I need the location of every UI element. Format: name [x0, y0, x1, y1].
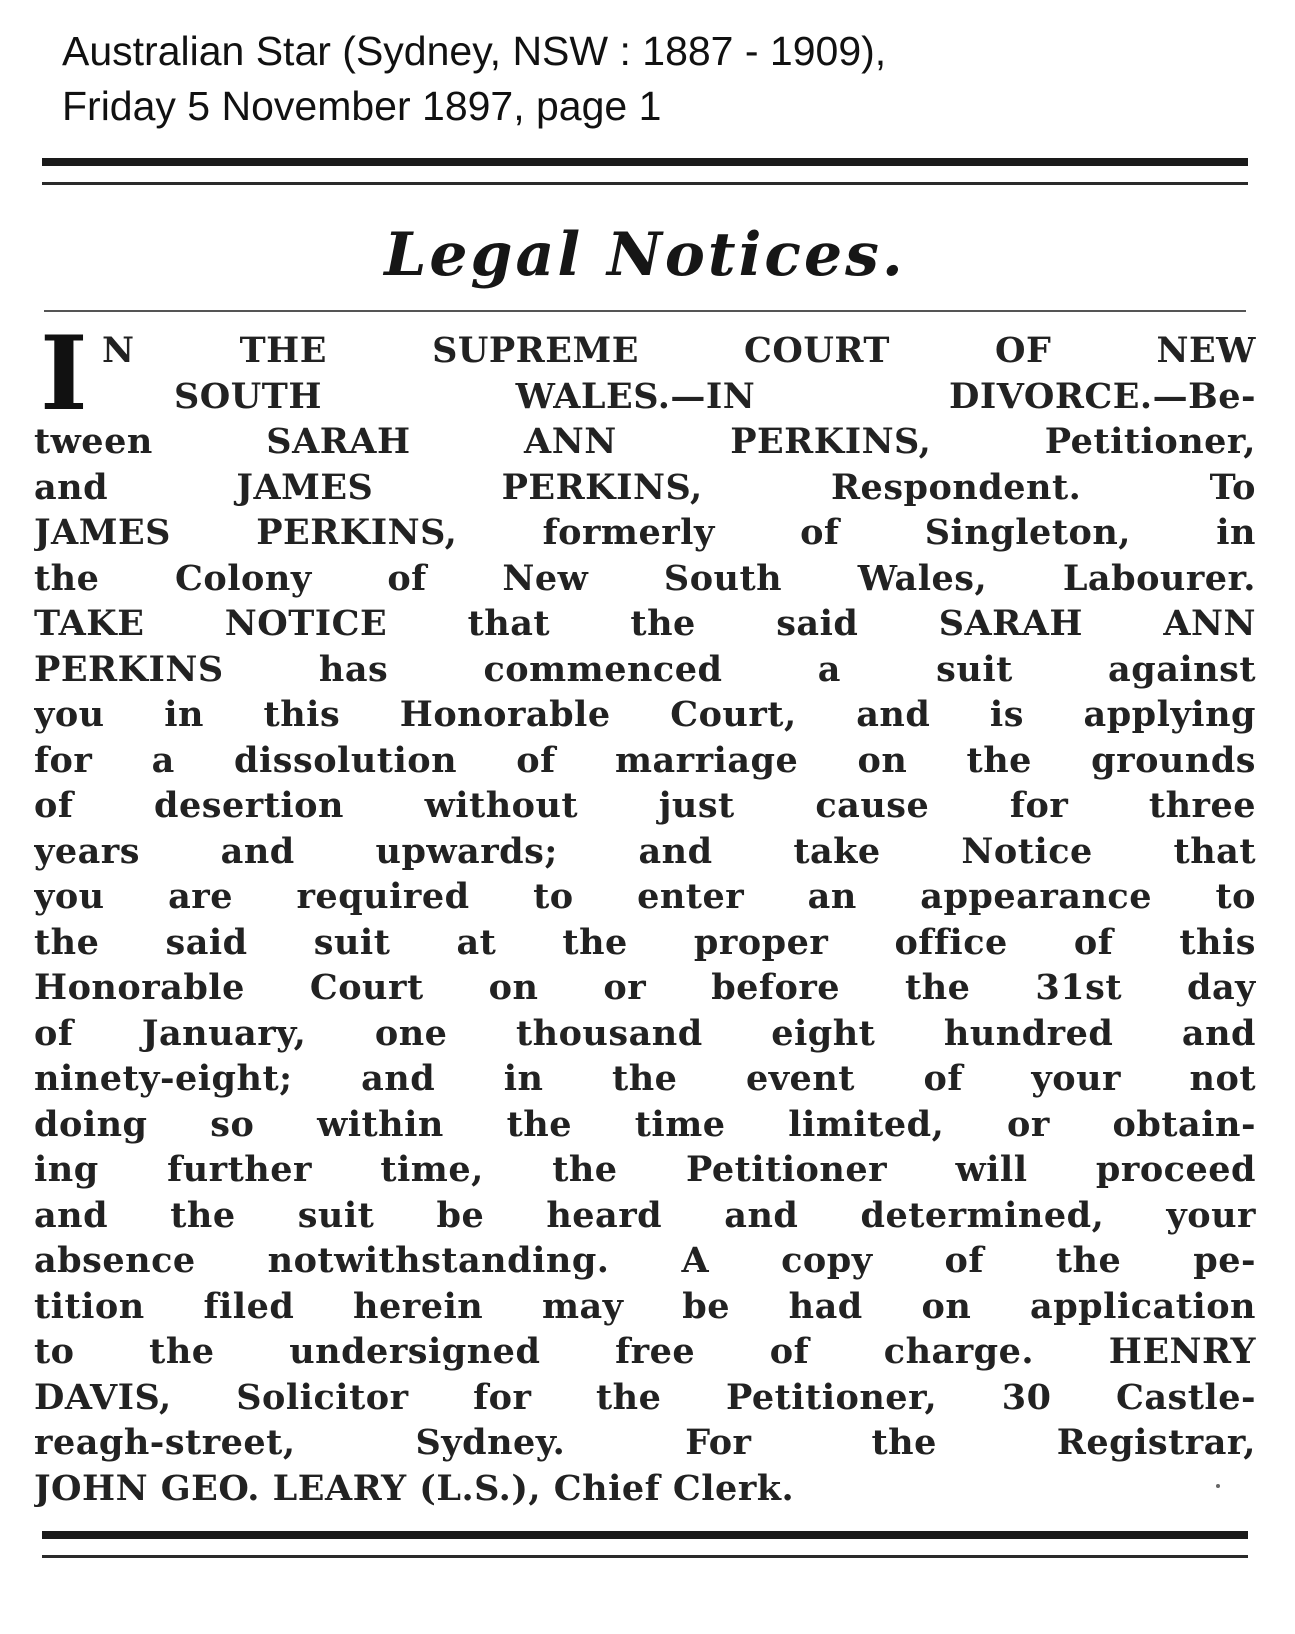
bottom-rule-thick: [42, 1531, 1248, 1539]
notice-line: doing so within the time limited, or obtain-: [34, 1103, 1256, 1145]
notice-line: DAVIS, Solicitor for the Petitioner, 30 Castle-: [34, 1376, 1256, 1418]
notice-line: N THE SUPREME COURT OF NEW: [102, 330, 1256, 371]
notice-line: tition filed herein may be had on application: [34, 1285, 1256, 1327]
notice-line: reagh-street, Sydney. For the Registrar,: [34, 1422, 1256, 1463]
notice-line: JOHN GEO. LEARY (L.S.), Chief Clerk.: [34, 1467, 795, 1509]
notice-line: and the suit be heard and determined, your: [34, 1194, 1256, 1236]
notice-line: for a dissolution of marriage on the grounds: [34, 739, 1256, 781]
notice-line: of January, one thousand eight hundred and: [34, 1012, 1256, 1054]
citation-date-page: Friday 5 November 1897, page 1: [62, 83, 662, 129]
notice-line: TAKE NOTICE that the said SARAH ANN: [34, 603, 1256, 644]
notice-line: PERKINS has commenced a suit against: [34, 648, 1256, 690]
notice-line: to the undersigned free of charge. HENRY: [34, 1331, 1256, 1372]
newspaper-clipping: [34, 158, 1256, 1634]
legal-notice-body: [34, 314, 1256, 1511]
notice-line: years and upwards; and take Notice that: [34, 830, 1256, 872]
notice-line: the Colony of New South Wales, Labourer.: [34, 557, 1256, 599]
notice-line: absence notwithstanding. A copy of the pe-: [34, 1240, 1256, 1281]
citation: [62, 24, 1212, 134]
print-speck: [1216, 1484, 1220, 1488]
notice-line: you are required to enter an appearance to: [34, 876, 1256, 917]
notice-line: Honorable Court on or before the 31st day: [34, 967, 1256, 1008]
notice-line: tween SARAH ANN PERKINS, Petitioner,: [34, 421, 1256, 462]
notice-line: ing further time, the Petitioner will proceed: [34, 1149, 1256, 1190]
top-rule-thin: [42, 182, 1248, 185]
heading-rule: [44, 310, 1246, 312]
drop-cap: I: [40, 314, 89, 434]
bottom-rule-thin: [42, 1555, 1248, 1558]
citation-source: Australian Star (Sydney, NSW : 1887 - 1909),: [62, 28, 887, 74]
notice-line: ninety-eight; and in the event of your not: [34, 1058, 1256, 1099]
notice-line: you in this Honorable Court, and is applying: [34, 694, 1256, 735]
section-heading: Legal Notices.: [384, 220, 906, 290]
top-rule-thick: [42, 158, 1248, 166]
notice-line: and JAMES PERKINS, Respondent. To: [34, 466, 1256, 508]
notice-line: of desertion without just cause for three: [34, 785, 1256, 826]
notice-line: JAMES PERKINS, formerly of Singleton, in: [34, 512, 1256, 553]
notice-line: SOUTH WALES.—IN DIVORCE.—Be-: [174, 375, 1256, 417]
notice-line: the said suit at the proper office of this: [34, 921, 1256, 963]
